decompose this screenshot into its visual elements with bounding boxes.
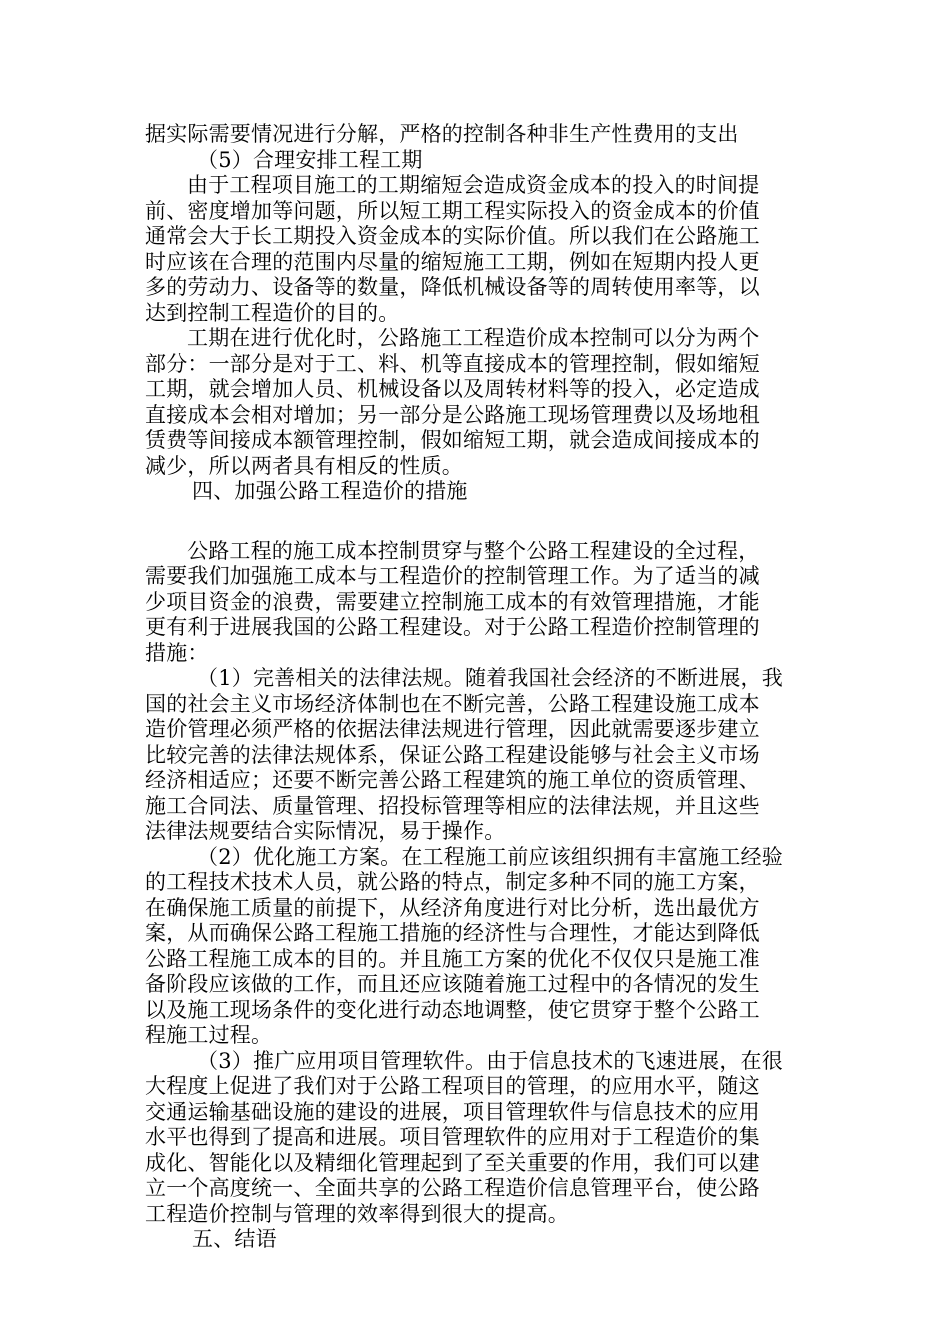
text-line: 更有利于进展我国的公路工程建设。对于公路工程造价控制管理的 [145,615,760,639]
text-line: 工期，就会增加人员、机械设备以及周转材料等的投入，必定造成 [145,377,760,401]
section-heading: 四、加强公路工程造价的措施 [192,479,468,503]
text-line: 造价管理必须严格的依据法律法规进行管理，因此就需要逐步建立 [145,717,760,741]
text-line: 案，从而确保公路工程施工措施的经济性与合理性，才能达到降低 [145,921,760,945]
text-line: 施工合同法、质量管理、招投标管理等相应的法律法规，并且这些 [145,793,760,818]
text-line: 程施工过程。 [145,1023,273,1047]
text-line: 据实际需要情况进行分解，严格的控制各种非生产性费用的支出 [145,122,739,146]
text-line: （3）推广应用项目管理软件。由于信息技术的飞速进展，在很 [197,1048,783,1073]
text-line: 国的社会主义市场经济体制也在不断完善，公路工程建设施工成本 [145,691,760,716]
text-line: 需要我们加强施工成本与工程造价的控制管理工作。为了适当的减 [145,564,760,588]
text-line: （5）合理安排工程工期 [197,147,423,172]
text-line: （2）优化施工方案。在工程施工前应该组织拥有丰富施工经验 [197,844,783,869]
text-line: 公路工程的施工成本控制贯穿与整个公路工程建设的全过程， [187,538,760,563]
text-line: 以及施工现场条件的变化进行动态地调整，使它贯穿于整个公路工 [145,997,760,1022]
text-line: 工期在进行优化时，公路施工工程造价成本控制可以分为两个 [187,326,760,350]
text-line: 工程造价控制与管理的效率得到很大的提高。 [145,1201,569,1226]
text-line: 时应该在合理的范围内尽量的缩短施工工期，例如在短期内投人更 [145,249,760,274]
text-line: 立一个高度统一、全面共享的公路工程造价信息管理平台，使公路 [145,1176,760,1200]
text-line: 备阶段应该做的工作，而且还应该随着施工过程中的各情况的发生 [145,972,760,996]
section-heading: 五、结语 [192,1227,277,1251]
text-line: 的工程技术技术人员，就公路的特点，制定多种不同的施工方案， [145,870,760,894]
text-line: 大程度上促进了我们对于公路工程项目的管理，的应用水平，随这 [145,1074,760,1098]
text-line: 前、密度增加等问题，所以短工期工程实际投入的资金成本的价值 [145,198,760,223]
document-body [145,122,795,1253]
text-line: 法律法规要结合实际情况，易于操作。 [145,819,506,843]
text-line: 减少，所以两者具有相反的性质。 [145,453,463,478]
text-line: 成化、智能化以及精细化管理起到了至关重要的作用，我们可以建 [145,1150,760,1175]
text-line: 少项目资金的浪费，需要建立控制施工成本的有效管理措施，才能 [145,589,760,614]
text-line: 部分：一部分是对于工、料、机等直接成本的管理控制，假如缩短 [145,351,760,376]
text-line: 比较完善的法律法规体系，保证公路工程建设能够与社会主义市场 [145,742,760,767]
text-line: 公路工程施工成本的目的。并且施工方案的优化不仅仅只是施工准 [145,946,760,971]
text-line: 多的劳动力、设备等的数量，降低机械设备等的周转使用率等，以 [145,275,760,299]
text-line: 经济相适应；还要不断完善公路工程建筑的施工单位的资质管理、 [145,768,760,792]
text-line: （1）完善相关的法律法规。随着我国社会经济的不断进展，我 [197,666,783,690]
text-line: 直接成本会相对增加；另一部分是公路施工现场管理费以及场地租 [145,402,760,427]
text-line: 赁费等间接成本额管理控制，假如缩短工期，就会造成间接成本的 [145,428,760,452]
text-line: 措施： [145,640,209,665]
text-line: 交通运输基础设施的建设的进展，项目管理软件与信息技术的应用 [145,1099,760,1124]
text-line: 在确保施工质量的前提下，从经济角度进行对比分析，选出最优方 [145,895,760,920]
text-line: 通常会大于长工期投入资金成本的实际价值。所以我们在公路施工 [145,224,760,248]
paragraph-gap [145,505,795,539]
text-line: 达到控制工程造价的目的。 [145,300,400,325]
text-line: 由于工程项目施工的工期缩短会造成资金成本的投入的时间提 [187,173,760,197]
text-line: 水平也得到了提高和进展。项目管理软件的应用对于工程造价的集 [145,1125,760,1149]
